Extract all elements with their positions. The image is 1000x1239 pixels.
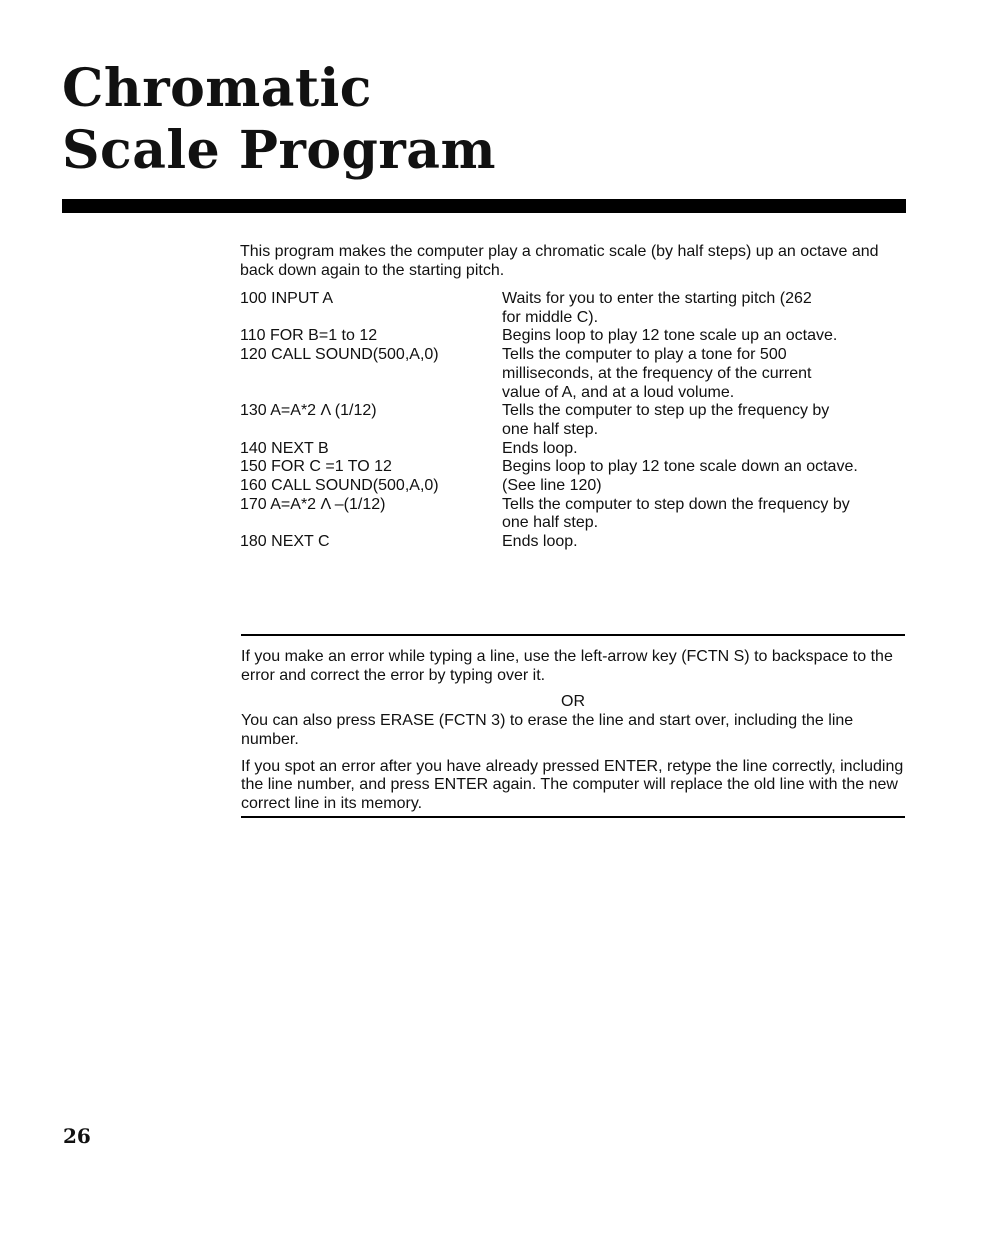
program-code: 160 CALL SOUND(500,A,0): [240, 477, 439, 495]
program-description: Begins loop to play 12 tone scale up an octave.: [502, 327, 838, 345]
note-or-separator: OR: [561, 693, 585, 711]
program-line: [240, 402, 910, 439]
program-description: Begins loop to play 12 tone scale down an octave.: [502, 458, 858, 476]
program-line: [240, 496, 910, 533]
heavy-divider: [62, 199, 906, 213]
program-line: [240, 533, 910, 552]
program-description: Tells the computer to step down the frequency by one half step.: [502, 495, 850, 532]
program-description: Ends loop.: [502, 439, 578, 457]
intro-paragraph: This program makes the computer play a chromatic scale (by half steps) up an octave and back down again to the starting pitch.: [240, 243, 879, 279]
program-code: 170 A=A*2 Λ –(1/12): [240, 495, 386, 513]
program-line: [240, 440, 910, 459]
program-code: 150 FOR C =1 TO 12: [240, 458, 392, 476]
note-paragraph-retype: If you spot an error after you have already pressed ENTER, retype the line correctly, including the line number, and press ENTER again. The computer will replace the old line with the new correct line in its memory.: [241, 757, 904, 812]
program-line: [240, 477, 910, 496]
program-description: (See line 120): [502, 477, 602, 495]
page-title: [62, 58, 496, 182]
program-line: [240, 290, 910, 327]
program-code: 180 NEXT C: [240, 533, 330, 551]
program-code: 110 FOR B=1 to 12: [240, 327, 378, 345]
program-code: 130 A=A*2 Λ (1/12): [240, 402, 377, 420]
program-listing: [240, 290, 910, 552]
page-number: 26: [63, 1124, 91, 1148]
program-line: [240, 327, 910, 346]
note-paragraph-erase: You can also press ERASE (FCTN 3) to erase the line and start over, including the line number.: [241, 712, 854, 748]
program-line: [240, 346, 910, 402]
program-description: Waits for you to enter the starting pitch (262 for middle C).: [502, 290, 812, 326]
note-paragraph-backspace: If you make an error while typing a line, use the left-arrow key (FCTN S) to backspace to the error and correct the error by typing over it.: [241, 648, 893, 684]
program-code: 140 NEXT B: [240, 439, 329, 457]
program-description: Tells the computer to step up the frequency by one half step.: [502, 402, 830, 438]
program-code: 100 INPUT A: [240, 290, 334, 307]
program-line: [240, 458, 910, 477]
program-description: Tells the computer to play a tone for 500 milliseconds, at the frequency of the current value of A, and at a loud volume.: [502, 346, 812, 401]
program-code: 120 CALL SOUND(500,A,0): [240, 346, 439, 364]
page-title-line-1: Chromatic: [62, 58, 372, 119]
error-correction-note: [241, 634, 905, 818]
page-title-line-2: Scale Program: [62, 120, 497, 181]
program-description: Ends loop.: [502, 533, 578, 551]
